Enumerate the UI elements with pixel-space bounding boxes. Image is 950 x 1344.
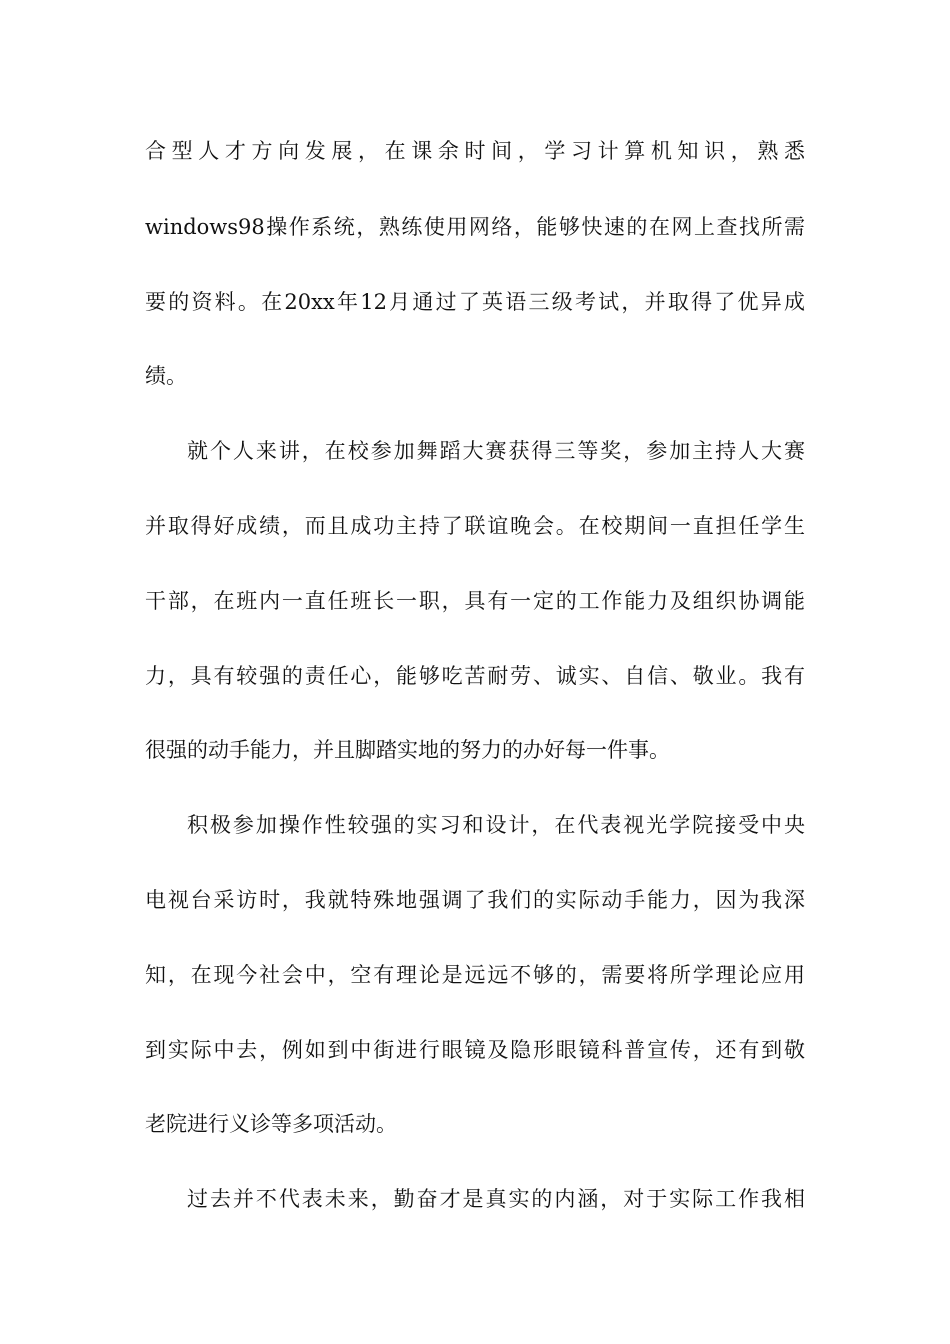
text-line: 力，具有较强的责任心，能够吃苦耐劳、诚实、自信、敬业。我有 <box>145 664 805 688</box>
text-line: 电视台采访时，我就特殊地强调了我们的实际动手能力，因为我深 <box>145 888 805 912</box>
text-line: 要的资料。在20xx年12月通过了英语三级考试，并取得了优异成 <box>145 290 805 314</box>
paragraph-first-line: 就个人来讲，在校参加舞蹈大赛获得三等奖，参加主持人大赛 <box>187 439 805 463</box>
text-line: 合型人才方向发展，在课余时间，学习计算机知识，熟悉 <box>145 139 805 163</box>
text-line: windows98操作系统，熟练使用网络，能够快速的在网上查找所需 <box>145 215 805 239</box>
text-line: 干部，在班内一直任班长一职，具有一定的工作能力及组织协调能 <box>145 589 805 613</box>
text-line: 并取得好成绩，而且成功主持了联谊晚会。在校期间一直担任学生 <box>145 514 805 538</box>
text-line: 老院进行义诊等多项活动。 <box>145 1112 397 1136</box>
text-line: 知，在现今社会中，空有理论是远远不够的，需要将所学理论应用 <box>145 963 805 987</box>
text-line: 绩。 <box>145 364 187 388</box>
text-line: 到实际中去，例如到中街进行眼镜及隐形眼镜科普宣传，还有到敬 <box>145 1038 805 1062</box>
text-line: 很强的动手能力，并且脚踏实地的努力的办好每一件事。 <box>145 738 670 762</box>
paragraph-first-line: 过去并不代表未来，勤奋才是真实的内涵，对于实际工作我相 <box>187 1187 805 1211</box>
paragraph-first-line: 积极参加操作性较强的实习和设计，在代表视光学院接受中央 <box>187 813 805 837</box>
